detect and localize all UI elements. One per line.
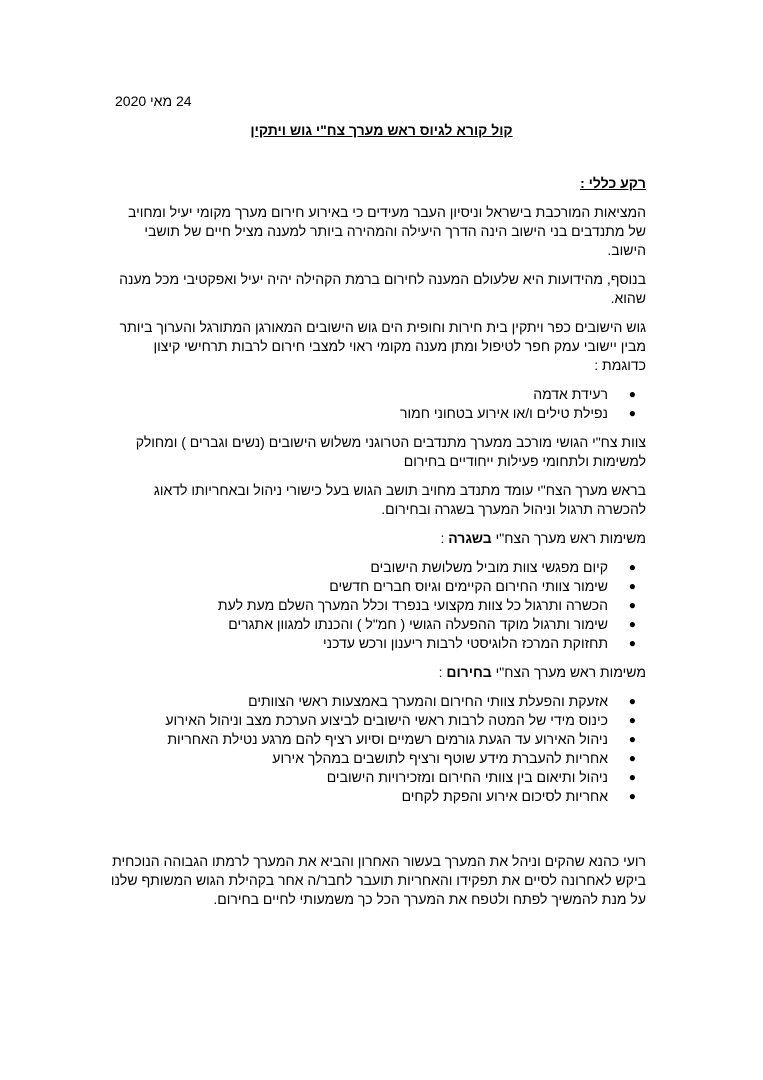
emergency-task-text: אחריות להעברת מידע שוטף ורציף לתושבים במהלך אירוע: [272, 750, 608, 766]
bullet-icon: ●: [628, 406, 636, 420]
list-item: [110, 404, 636, 423]
list-item: [110, 634, 636, 653]
routine-task-text: שימור צוותי החירום הקיימים וגיוס חברים חדשים: [329, 578, 608, 594]
paragraph-settlements: גוש הישובים כפר ויתקין בית חירות וחופית הים גוש הישובים המאורגן המתורגל והערוך ביותר מבין יישובי עמק חפר לטיפול ומתן מענה מקומי ראוי למצבי חירום לרבות תרחישי קיצון כדוגמת :: [119, 319, 646, 373]
bullet-icon: ●: [628, 694, 636, 708]
scenario-text: נפילת טילים ו/או אירוע בטחוני חמור: [400, 405, 608, 421]
list-item: [110, 711, 636, 730]
emergency-task-text: אזעקת והפעלת צוותי החירום והמערך באמצעות ראשי הצוותים: [248, 693, 608, 709]
routine-task-text: קיום מפגשי צוות מוביל משלושת הישובים: [370, 559, 608, 575]
document-date: 24 מאי 2020: [115, 93, 192, 109]
emergency-task-text: ניהול ותיאום בין צוותי החירום ומזכירויות הישובים: [326, 769, 608, 785]
emergency-heading-bold: בחירום: [446, 664, 492, 680]
bullet-icon: ●: [628, 770, 636, 784]
scenario-text: רעידת אדמה: [533, 386, 608, 402]
emergency-tasks-heading: [110, 663, 646, 682]
routine-task-text: שימור ותרגול מוקד ההפעלה הגושי ( חמ"ל ) והכנתו למגוון אתגרים: [228, 616, 608, 632]
bullet-icon: ●: [628, 789, 636, 803]
scenarios-list: [110, 385, 646, 423]
list-item: [110, 730, 636, 749]
document-body: [110, 174, 646, 919]
emergency-task-text: אחריות לסיכום אירוע והפקת לקחים: [401, 788, 608, 804]
paragraph-reality: המציאות המורכבת בישראל וניסיון העבר מעידים כי באירוע חירום מערך מקומי יעיל ומחויב של מתנדבים בני הישוב הינה הדרך היעילה והמהירה ביותר למענה מציל חיים של תושבי הישוב.: [127, 204, 646, 258]
routine-task-text: הכשרה ותרגול כל צוות מקצועי בנפרד וכלל המערך השלם מעת לעת: [217, 597, 608, 613]
routine-task-text: תחזוקת המרכז הלוגיסטי לרבות ריענון ורכש עדכני: [323, 635, 608, 651]
routine-heading-prefix: משימות ראש מערך הצח"י: [491, 530, 646, 546]
routine-tasks-list: [110, 558, 646, 653]
list-item: [110, 615, 636, 634]
routine-heading-bold: בשגרה: [448, 530, 492, 546]
emergency-heading-suffix: :: [438, 664, 447, 680]
list-item: [110, 749, 636, 768]
bullet-icon: ●: [628, 636, 636, 650]
emergency-heading-prefix: משימות ראש מערך הצח"י: [491, 664, 646, 680]
bullet-icon: ●: [628, 387, 636, 401]
bullet-icon: ●: [628, 579, 636, 593]
routine-tasks-heading: [110, 529, 646, 548]
background-heading: רקע כללי :: [580, 175, 646, 191]
bullet-icon: ●: [628, 560, 636, 574]
routine-heading-suffix: :: [440, 530, 449, 546]
paragraph-closing: רועי כהנא שהקים וניהל את המערך בעשור האחרון והביא את המערך לרמתו הגבוהה הנוכחית ביקש לאחרונה לסיים את תפקידו והאחריות תועבר לחבר/ה אחר בקהילת הגוש המשותף שלנו על מנת להמשיך לפתח ולטפח את המערך הכל כך משמעותי לחיים בחירום.: [110, 853, 646, 907]
list-item: [110, 596, 636, 615]
bullet-icon: ●: [628, 751, 636, 765]
bullet-icon: ●: [628, 598, 636, 612]
spacer: [110, 816, 646, 852]
emergency-task-text: ניהול האירוע עד הגעת גורמים רשמיים וסיוע רציף להם מרגע נטילת האחריות: [167, 731, 608, 747]
bullet-icon: ●: [628, 617, 636, 631]
list-item: [110, 768, 636, 787]
list-item: [110, 385, 636, 404]
paragraph-community-response: בנוסף, מהידועות היא שלעולם המענה לחירום ברמת הקהילה יהיה יעיל ואפקטיבי מכל מענה שהוא.: [119, 271, 646, 306]
list-item: [110, 787, 636, 806]
bullet-icon: ●: [628, 732, 636, 746]
list-item: [110, 692, 636, 711]
list-item: [110, 558, 636, 577]
bullet-icon: ●: [628, 713, 636, 727]
document-title: קול קורא לגיוס ראש מערך צח"י גוש ויתקין: [250, 122, 513, 138]
emergency-task-text: כינוס מידי של המטה לרבות ראשי הישובים לביצוע הערכת מצב וניהול האירוע: [165, 712, 608, 728]
paragraph-head-role: בראש מערך הצח"י עומד מתנדב מחויב תושב הגוש בעל כישורי ניהול ובאחריותו לדאוג להכשרה תרגול וניהול המערך בשגרה ובחירום.: [153, 482, 646, 517]
list-item: [110, 577, 636, 596]
paragraph-team-composition: צוות צח"י הגושי מורכב ממערך מתנדבים הטרוגני משלוש הישובים (נשים וגברים ) ומחולק למשימות ולתחומי פעילות ייחודיים בחירום: [135, 434, 646, 469]
emergency-tasks-list: [110, 692, 646, 806]
